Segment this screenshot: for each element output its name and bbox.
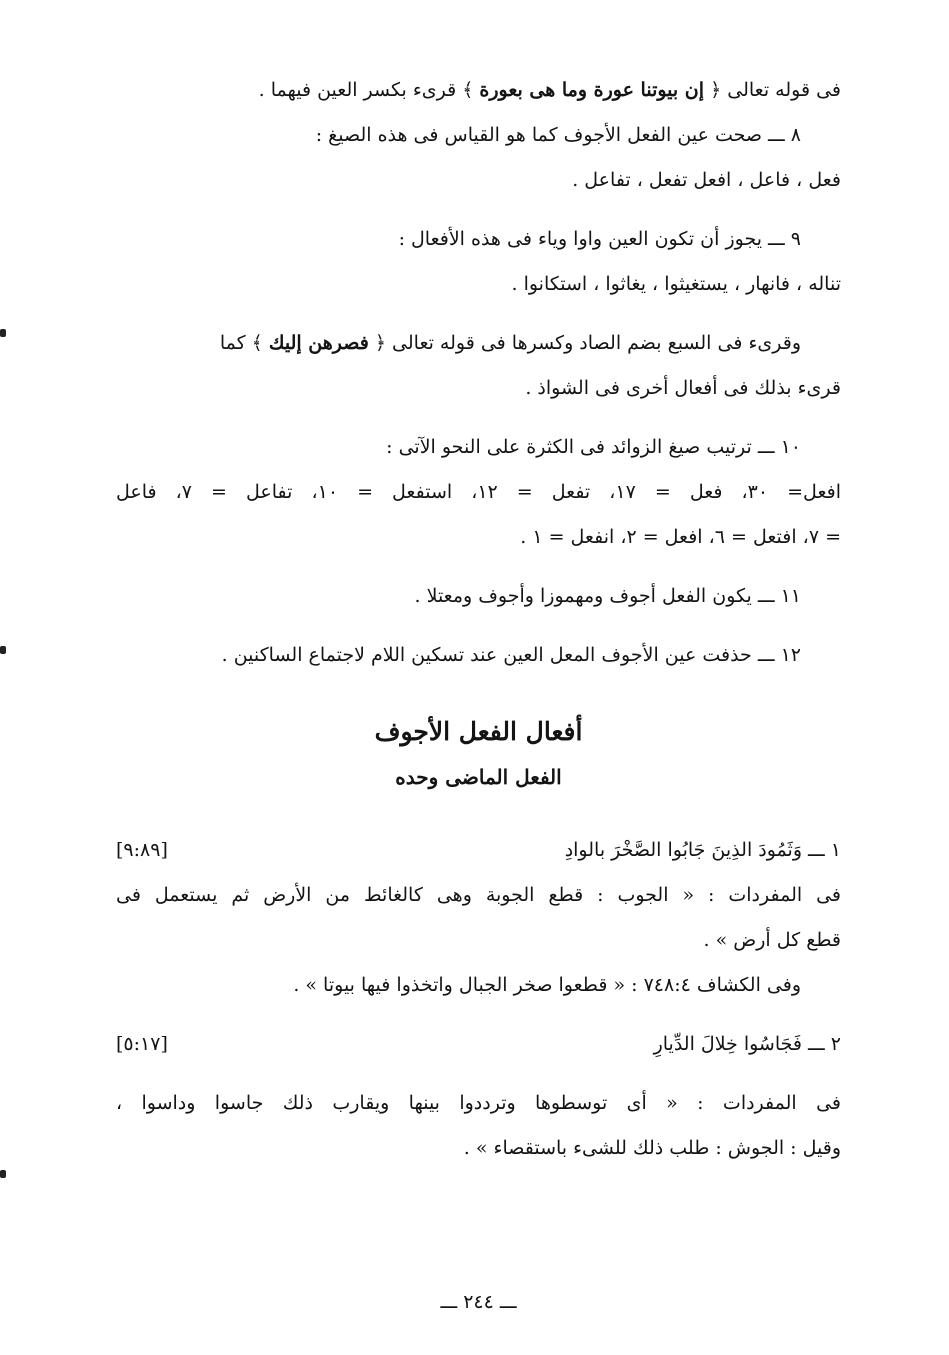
quran-quote: فصرهن إليك [268,332,369,354]
verse-text: ٢ ـــ فَجَاسُوا خِلالَ الدِّيارِ [653,1033,841,1055]
verse-reference: [٥:١٧] [116,1033,168,1055]
section-title: أفعال الفعل الأجوف [374,717,583,746]
item-8: ٨ ـــ صحت عين الفعل الأجوف كما هو القياس فى هذه الصيغ : [315,124,801,146]
text-line: قطع كل أرض » . [703,929,841,951]
text-line: افعل= ٣٠، فعل = ١٧، تفعل = ١٢، استفعل = ١٠، تفاعل = ٧، فاعل [116,481,841,503]
document-page [116,68,841,1313]
verse-reference: [٩:٨٩] [116,839,168,861]
item-12: ١٢ ـــ حذفت عين الأجوف المعل العين عند تسكين اللام لاجتماع الساكنين . [221,644,801,666]
verse-entry-2 [116,1022,841,1067]
text-line: وقيل : الجوش : طلب ذلك للشىء باستقصاء » . [463,1137,841,1159]
text-line: وقرىء فى السبع بضم الصاد وكسرها فى قوله تعالى ﴿ فصرهن إليك ﴾ كما [219,332,801,354]
section-subtitle: الفعل الماضى وحده [395,765,562,789]
text-line: فى قوله تعالى ﴿ إن بيوتنا عورة وما هى بعورة ﴾ قرىء بكسر العين فيهما . [258,79,841,101]
text-line: فعل ، فاعل ، افعل تفعل ، تفاعل . [572,169,841,191]
quran-quote: إن بيوتنا عورة وما هى بعورة [479,79,705,101]
verse-entry-1 [116,828,841,873]
margin-mark [0,646,6,654]
text-line: فى المفردات : « الجوب : قطع الجوبة وهى كالغائط من الأرض ثم يستعمل فى [116,884,841,906]
margin-mark [0,1170,6,1178]
text-line: تناله ، فانهار ، يستغيثوا ، يغاثوا ، استكانوا . [511,273,841,295]
item-11: ١١ ـــ يكون الفعل أجوف ومهموزا وأجوف ومعتلا . [414,585,801,607]
text-line: قرىء بذلك فى أفعال أخرى فى الشواذ . [525,377,841,399]
page-number: ـــ ٢٤٤ ـــ [440,1291,517,1313]
item-9: ٩ ـــ يجوز أن تكون العين واوا وياء فى هذه الأفعال : [398,228,801,250]
text-line: فى المفردات : « أى توسطوها وترددوا بينها ويقارب ذلك جاسوا وداسوا ، [116,1092,841,1114]
text-line: وفى الكشاف ٧٤٨:٤ : « قطعوا صخر الجبال واتخذوا فيها بيوتا » . [293,974,801,996]
item-10: ١٠ ـــ ترتيب صيغ الزوائد فى الكثرة على النحو الآتى : [386,436,801,458]
verse-text: ١ ـــ وَثَمُودَ الذِينَ جَابُوا الصَّخْرَ بالوادِ [564,839,841,861]
margin-mark [0,329,6,337]
text-line: = ٧، افتعل = ٦، افعل = ٢، انفعل = ١ . [520,526,841,548]
